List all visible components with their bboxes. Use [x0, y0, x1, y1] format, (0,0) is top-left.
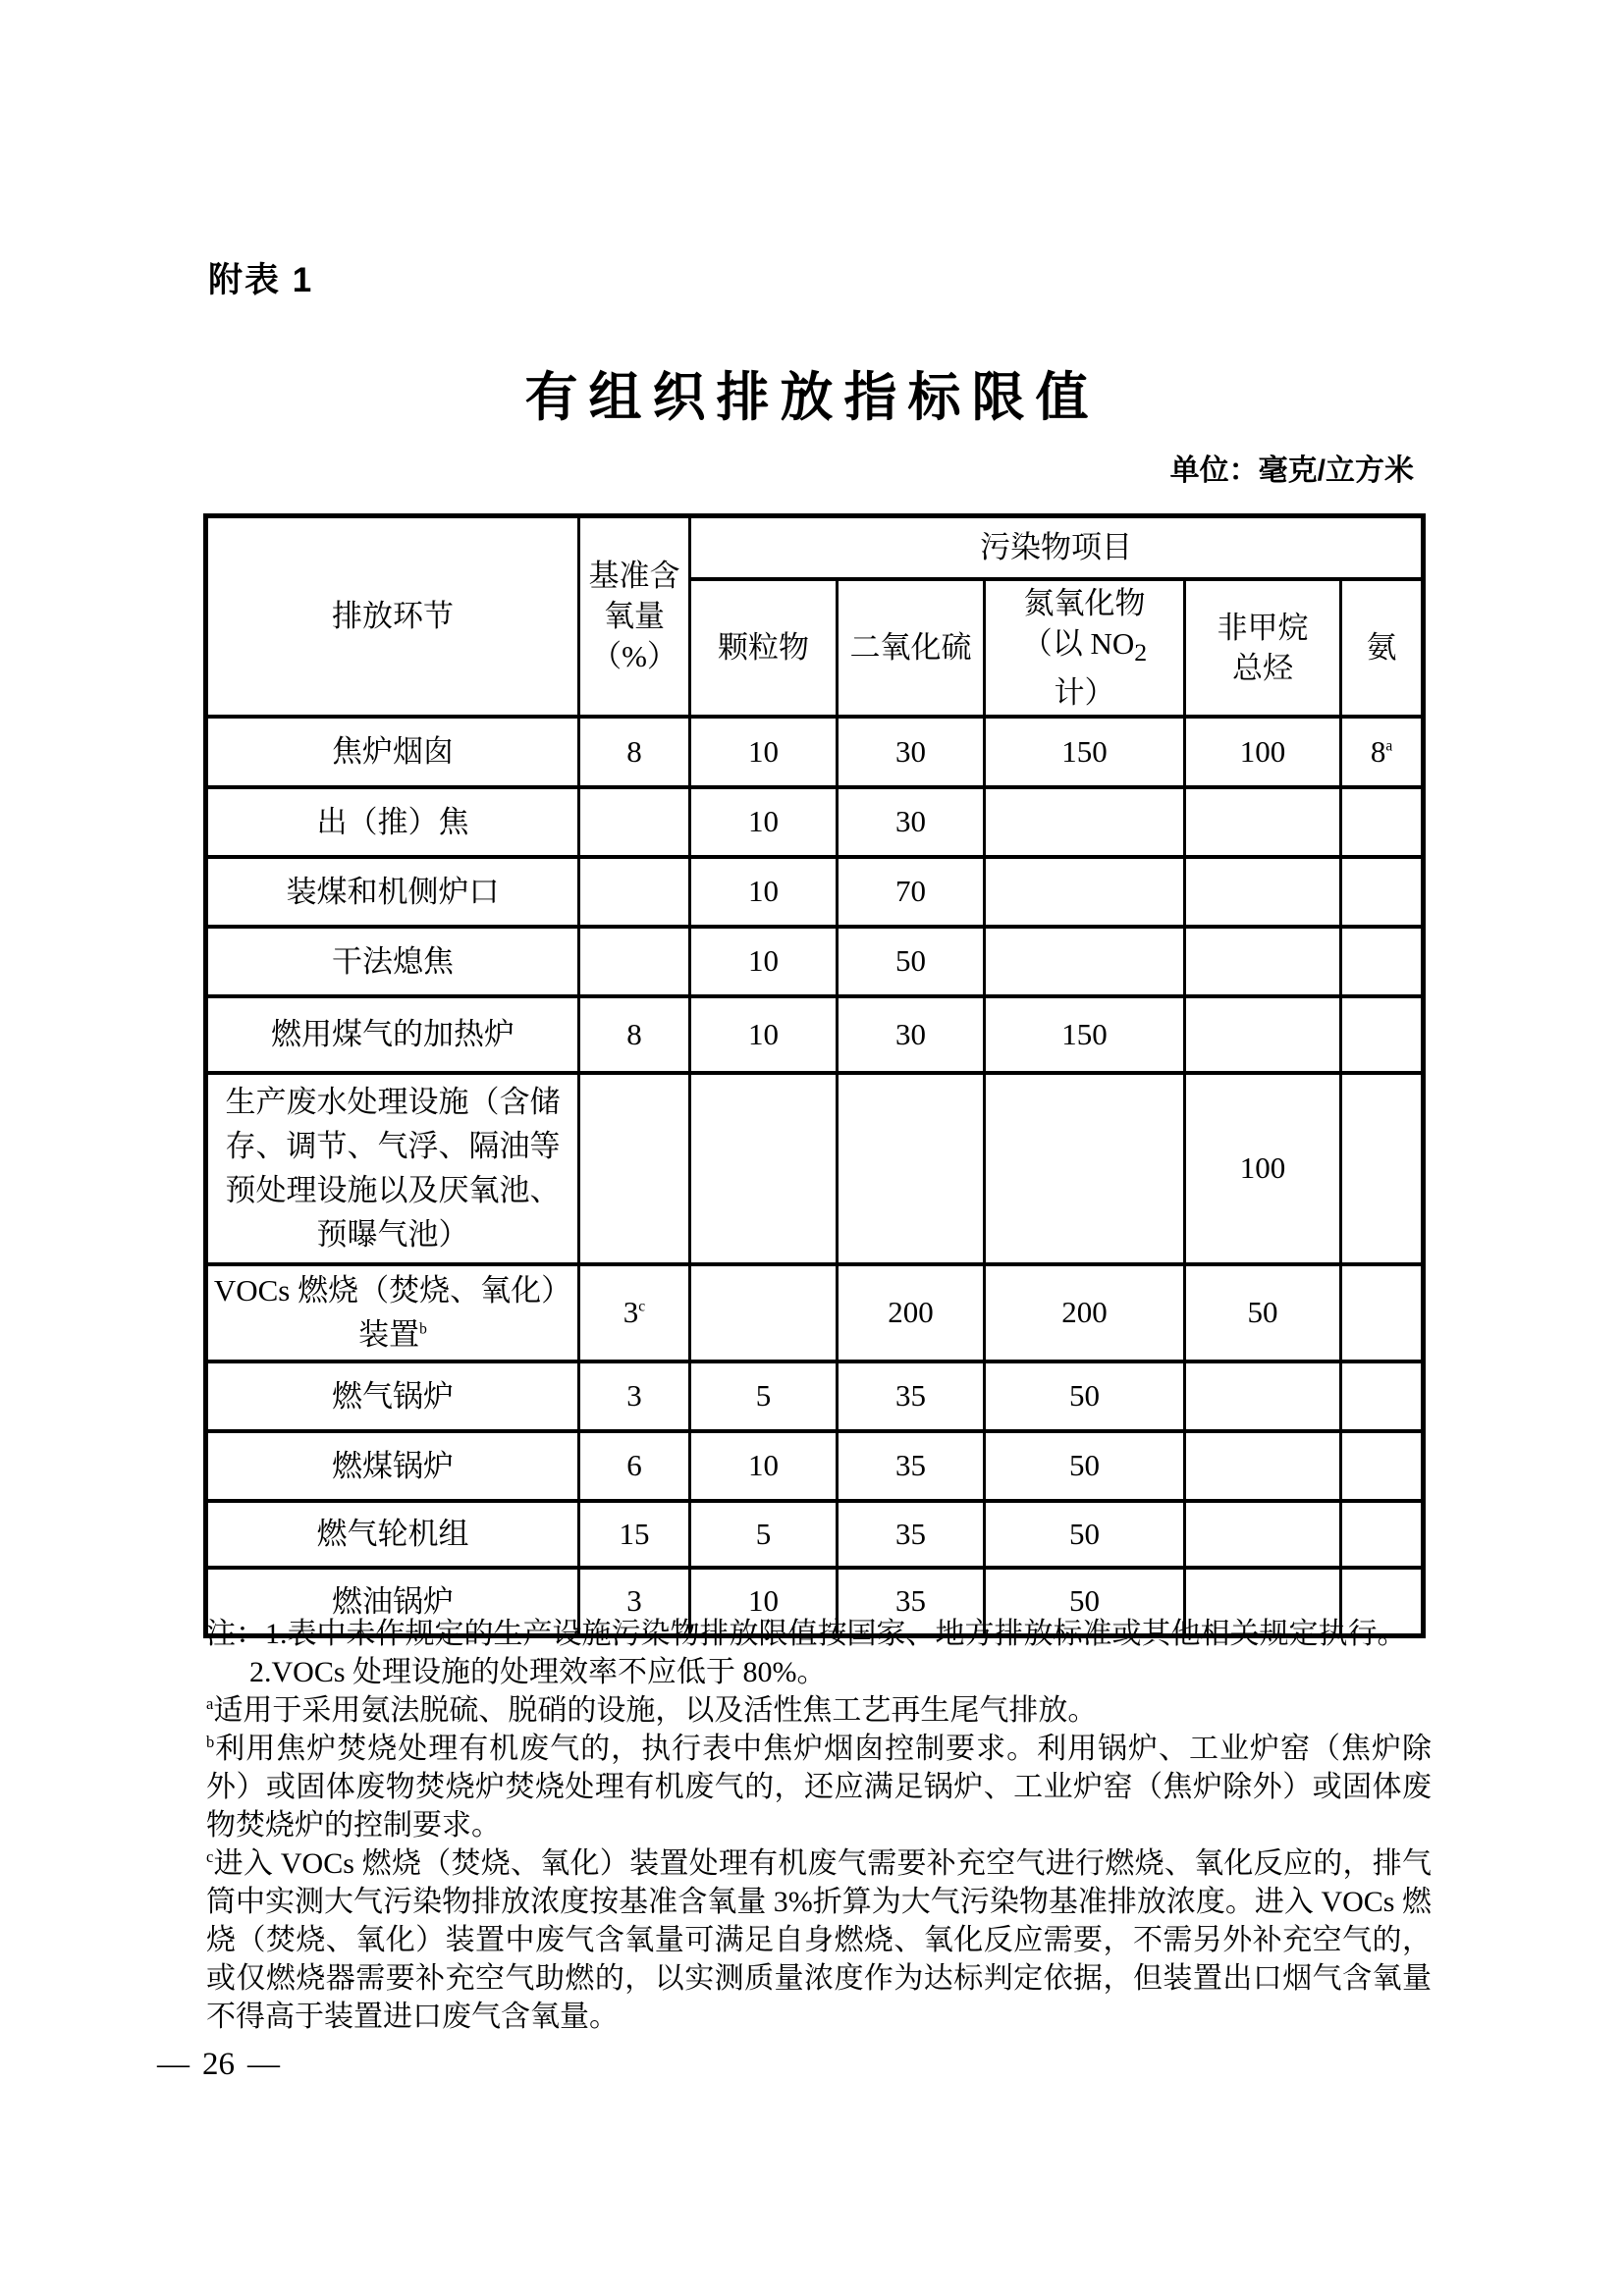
note-c	[206, 1844, 1432, 2036]
note-1-text: 1.表中未作规定的生产设施污染物排放限值按国家、地方排放标准或其他相关规定执行。	[265, 1618, 1407, 1650]
note-1-prefix: 注：	[206, 1618, 265, 1650]
value-cell	[690, 1264, 838, 1362]
row-label-text: 焦炉烟囱	[332, 734, 454, 770]
value-cell	[1341, 1501, 1424, 1568]
cell-superscript: a	[1385, 737, 1393, 755]
value-cell	[1185, 1073, 1341, 1264]
cell-value: 200	[1061, 1295, 1108, 1330]
cell-value: 30	[895, 1016, 926, 1051]
value-cell	[579, 717, 690, 787]
header-oxygen-line3: （%）	[591, 639, 677, 674]
cell-value: 10	[748, 804, 779, 839]
value-cell	[985, 857, 1185, 927]
cell-value: 150	[1061, 733, 1108, 769]
value-cell	[985, 1073, 1185, 1264]
value-cell	[1341, 857, 1424, 927]
row-label-text: 出（推）焦	[316, 804, 469, 839]
header-particulate-matter: 颗粒物	[690, 579, 838, 717]
cell-value: 100	[1239, 733, 1286, 769]
row-label-text: 燃用煤气的加热炉	[271, 1017, 514, 1052]
header-nox-subscript: 2	[1134, 637, 1148, 667]
value-cell	[985, 996, 1185, 1073]
table-row	[206, 717, 1424, 787]
value-cell	[838, 1431, 985, 1501]
page-title: 有组织排放指标限值	[524, 368, 1100, 427]
value-cell	[1341, 1073, 1424, 1264]
value-cell	[690, 717, 838, 787]
value-cell	[1341, 996, 1424, 1073]
header-nox-post: 计）	[1054, 674, 1115, 710]
value-cell	[985, 787, 1185, 857]
value-cell	[1185, 1431, 1341, 1501]
note-2: 2.VOCs 处理设施的处理效率不应低于 80%。	[249, 1656, 827, 1688]
value-cell	[985, 1431, 1185, 1501]
value-cell	[690, 996, 838, 1073]
value-cell	[985, 1501, 1185, 1568]
value-cell	[838, 1264, 985, 1362]
cell-value: 10	[748, 1448, 779, 1483]
cell-value: 8	[626, 733, 642, 769]
cell-value: 35	[895, 1583, 926, 1619]
header-oxygen-line1: 基准含	[588, 559, 680, 594]
cell-value: 5	[755, 1516, 772, 1551]
cell-value: 3	[626, 1378, 642, 1414]
row-label-cell	[206, 1362, 579, 1431]
value-cell	[579, 996, 690, 1073]
cell-value: 6	[626, 1448, 642, 1483]
row-label-cell	[206, 996, 579, 1073]
value-cell	[1341, 927, 1424, 996]
value-cell	[985, 1264, 1185, 1362]
value-cell	[579, 1264, 690, 1362]
cell-value: 3	[623, 1295, 639, 1330]
header-nmhc-line2: 总烃	[1232, 650, 1293, 685]
notes-section	[206, 1615, 1432, 2036]
value-cell	[838, 927, 985, 996]
note-a	[206, 1691, 1432, 1730]
cell-value: 70	[895, 874, 926, 909]
cell-value: 10	[748, 1016, 779, 1051]
cell-value: 50	[1069, 1516, 1100, 1551]
header-nitrogen-oxides	[985, 579, 1185, 717]
value-cell	[579, 1073, 690, 1264]
value-cell	[1341, 787, 1424, 857]
cell-value: 15	[619, 1516, 650, 1551]
header-pollutants-group: 污染物项目	[690, 516, 1424, 579]
cell-value: 100	[1239, 1150, 1286, 1186]
note-c-marker: c	[206, 1847, 214, 1866]
cell-value: 10	[748, 874, 779, 909]
table-row	[206, 857, 1424, 927]
value-cell	[690, 1362, 838, 1431]
table-row	[206, 1501, 1424, 1568]
cell-value: 10	[748, 1583, 779, 1619]
cell-value: 200	[888, 1295, 934, 1330]
note-c-text: 进入 VOCs 燃烧（焚烧、氧化）装置处理有机废气需要补充空气进行燃烧、氧化反应的，排气筒中实测大气污染物排放浓度按基准含氧量 3%折算为大气污染物基准排放浓度。进入 VOCs 燃烧（焚烧、氧化）装置中废气含氧量可满足自身燃烧、氧化反应需要，不需另外补充空气的，或仅燃烧器需要补充空气助燃的，以实测质量浓度作为达标判定依据，但装置出口烟气含氧量不得高于装置进口废气含氧量。	[206, 1847, 1432, 2033]
value-cell	[690, 1501, 838, 1568]
row-label-superscript: b	[419, 1320, 427, 1338]
row-label-text: 生产废水处理设施（含储存、调节、气浮、隔油等预处理设施以及厌氧池、预曝气池）	[225, 1085, 561, 1253]
table-row	[206, 1264, 1424, 1362]
unit-label: 单位：毫克/立方米	[1169, 454, 1414, 487]
value-cell	[838, 857, 985, 927]
row-label-cell	[206, 1073, 579, 1264]
value-cell	[838, 787, 985, 857]
appendix-label: 附表 1	[208, 261, 314, 299]
table-body	[206, 717, 1424, 1636]
row-label-text: 燃气轮机组	[316, 1517, 469, 1552]
row-label-cell	[206, 787, 579, 857]
header-sulfur-dioxide: 二氧化硫	[838, 579, 985, 717]
row-label-cell	[206, 1264, 579, 1362]
row-label-text: 干法熄焦	[332, 943, 454, 979]
header-ammonia: 氨	[1341, 579, 1424, 717]
cell-value: 3	[626, 1583, 642, 1619]
cell-value: 50	[1069, 1378, 1100, 1414]
header-emission-stage: 排放环节	[206, 516, 579, 717]
value-cell	[579, 787, 690, 857]
value-cell	[690, 787, 838, 857]
row-label-cell	[206, 717, 579, 787]
note-b	[206, 1730, 1432, 1844]
cell-superscript: c	[638, 1298, 646, 1315]
value-cell	[690, 1073, 838, 1264]
value-cell	[1185, 717, 1341, 787]
header-oxygen-content	[579, 516, 690, 717]
header-nmhc	[1185, 579, 1341, 717]
value-cell	[579, 927, 690, 996]
table-container	[203, 513, 1426, 1638]
cell-value: 150	[1061, 1016, 1108, 1051]
value-cell	[579, 1362, 690, 1431]
cell-value: 10	[748, 733, 779, 769]
cell-value: 50	[1247, 1295, 1278, 1330]
value-cell	[838, 1362, 985, 1431]
row-label-cell	[206, 1431, 579, 1501]
row-label-text: 燃油锅炉	[332, 1583, 454, 1619]
value-cell	[1185, 1501, 1341, 1568]
note-a-text: 适用于采用氨法脱硫、脱硝的设施，以及活性焦工艺再生尾气排放。	[213, 1694, 1098, 1727]
value-cell	[838, 996, 985, 1073]
value-cell	[690, 927, 838, 996]
table-row	[206, 1073, 1424, 1264]
note-b-text: 利用焦炉焚烧处理有机废气的，执行表中焦炉烟囱控制要求。利用锅炉、工业炉窑（焦炉除外）或固体废物焚烧炉焚烧处理有机废气的，还应满足锅炉、工业炉窑（焦炉除外）或固体废物焚烧炉的控制要求。	[206, 1733, 1432, 1842]
value-cell	[579, 857, 690, 927]
header-nmhc-line1: 非甲烷	[1217, 610, 1309, 645]
value-cell	[985, 1362, 1185, 1431]
table-row	[206, 1431, 1424, 1501]
note-a-marker: a	[206, 1694, 214, 1713]
value-cell	[1185, 1362, 1341, 1431]
value-cell	[690, 857, 838, 927]
value-cell	[838, 1501, 985, 1568]
header-row-top	[206, 516, 1424, 579]
value-cell	[1341, 1264, 1424, 1362]
cell-value: 5	[755, 1378, 772, 1414]
row-label-text: 燃气锅炉	[332, 1378, 454, 1414]
note-b-marker: b	[206, 1733, 215, 1751]
value-cell	[1341, 717, 1424, 787]
value-cell	[985, 927, 1185, 996]
cell-value: 10	[748, 943, 779, 979]
value-cell	[1185, 857, 1341, 927]
cell-value: 8	[626, 1016, 642, 1051]
row-label-cell	[206, 927, 579, 996]
cell-value: 35	[895, 1378, 926, 1414]
footer-dash-left: —	[157, 2047, 189, 2082]
table-row	[206, 1362, 1424, 1431]
cell-value: 50	[1069, 1448, 1100, 1483]
value-cell	[1185, 996, 1341, 1073]
value-cell	[838, 1073, 985, 1264]
value-cell	[1185, 927, 1341, 996]
value-cell	[1341, 1362, 1424, 1431]
row-label-cell	[206, 857, 579, 927]
value-cell	[985, 717, 1185, 787]
row-label-cell	[206, 1501, 579, 1568]
cell-value: 50	[1069, 1583, 1100, 1619]
cell-value: 30	[895, 733, 926, 769]
page-number: 26	[202, 2047, 235, 2082]
value-cell	[838, 717, 985, 787]
row-label-text: VOCs 燃烧（焚烧、氧化）装置	[213, 1273, 572, 1353]
emission-limits-table	[203, 513, 1426, 1638]
header-nox-line1: 氮氧化物	[1023, 585, 1146, 620]
value-cell	[1185, 1264, 1341, 1362]
row-label-text: 燃煤锅炉	[332, 1448, 454, 1483]
row-label-text: 装煤和机侧炉口	[286, 874, 500, 909]
header-nox-pre: （以 NO	[1021, 625, 1135, 661]
note-1	[206, 1615, 1432, 1653]
cell-value: 50	[895, 943, 926, 979]
value-cell	[579, 1431, 690, 1501]
cell-value: 35	[895, 1516, 926, 1551]
table-row	[206, 996, 1424, 1073]
value-cell	[579, 1501, 690, 1568]
footer-dash-right: —	[247, 2047, 280, 2082]
cell-value: 30	[895, 804, 926, 839]
page-number-footer	[157, 2047, 280, 2083]
value-cell	[690, 1431, 838, 1501]
value-cell	[1341, 1431, 1424, 1501]
value-cell	[1185, 787, 1341, 857]
header-oxygen-line2: 氧量	[604, 599, 665, 634]
table-row	[206, 927, 1424, 996]
cell-value: 35	[895, 1448, 926, 1483]
table-row	[206, 787, 1424, 857]
cell-value: 8	[1370, 733, 1386, 769]
